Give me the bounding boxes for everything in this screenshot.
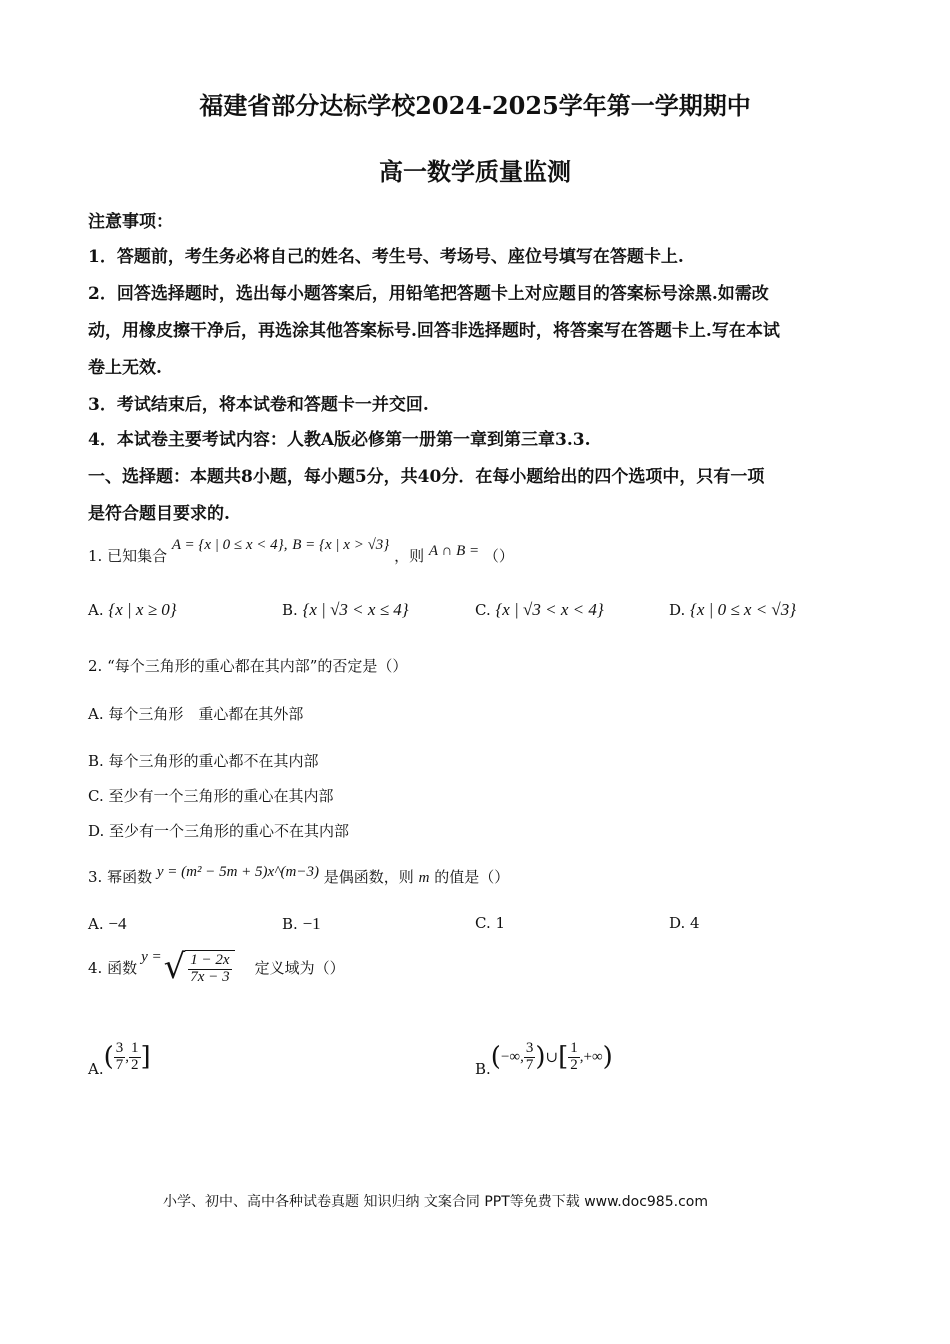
question-1-stem: 1. 已知集合 A = {x | 0 ≤ x < 4}, B = {x | x > √3} ，则 A ∩ B = （） bbox=[88, 537, 514, 565]
q1-option-a[interactable]: A. {x | x ≥ 0} bbox=[88, 600, 177, 619]
q3-option-d[interactable]: D. 4 bbox=[669, 914, 700, 932]
q3-option-c[interactable]: C. 1 bbox=[475, 914, 506, 932]
q4-option-a[interactable]: A. ( $\frac{3}{7}$ , $\frac{1}{2}$ ] bbox=[88, 1039, 151, 1078]
q1-paren: （） bbox=[483, 547, 514, 565]
q1-set-a: A = {x | 0 ≤ x < 4} bbox=[171, 537, 284, 553]
q4-option-b[interactable]: B. ( −∞, $\frac{3}{7}$ ) ∪ [ $\frac{1}{2}$ ,+∞ ) bbox=[475, 1039, 613, 1078]
section-heading-line2: 是符合题目要求的. bbox=[88, 504, 230, 524]
footer-text: 小学、初中、高中各种试卷真题 知识归纳 文案合同 PPT等免费下载 www.doc985.com bbox=[163, 1194, 708, 1210]
q2-option-a[interactable]: A. 每个三角形 重心都在其外部 bbox=[88, 705, 304, 723]
q3-function: y = (m² − 5m + 5)x^(m−3) bbox=[156, 864, 319, 880]
q2-option-b[interactable]: B. 每个三角形的重心都不在其内部 bbox=[88, 752, 319, 770]
exam-title-line1: 福建省部分达标学校2024-2025学年第一学期期中 bbox=[199, 91, 751, 120]
q1-option-c[interactable]: C. {x | √3 < x < 4} bbox=[475, 600, 604, 619]
notes-heading: 注意事项： bbox=[88, 212, 173, 232]
q1-prefix: 1. 已知集合 bbox=[88, 547, 168, 565]
q3-option-a[interactable]: A. −4 bbox=[88, 914, 127, 933]
question-3-stem: 3. 幂函数 y = (m² − 5m + 5)x^(m−3) 是偶函数，则 m 的值是（） bbox=[88, 864, 510, 886]
q3-option-b[interactable]: B. −1 bbox=[282, 914, 321, 933]
note-2-line1: 2．回答选择题时，选出每小题答案后，用铅笔把答题卡上对应题目的答案标号涂黑.如需改 bbox=[88, 284, 769, 304]
question-4-stem: 4. 函数 y = √ $\frac{1 - 2x}{7x - 3}$ 定义域为（） bbox=[88, 947, 345, 987]
q2-option-d[interactable]: D. 至少有一个三角形的重心不在其内部 bbox=[88, 822, 350, 840]
note-4: 4．本试卷主要考试内容：人教A版必修第一册第一章到第三章3.3. bbox=[88, 430, 591, 450]
q4-function: √ $\frac{1 - 2x}{7x - 3}$ bbox=[164, 950, 235, 986]
question-2-stem: 2. “每个三角形的重心都在其内部”的否定是（） bbox=[88, 657, 408, 675]
section-heading-line1: 一、选择题：本题共8小题，每小题5分，共40分．在每小题给出的四个选项中，只有一项 bbox=[88, 467, 765, 487]
note-2-line2: 动，用橡皮擦干净后，再选涂其他答案标号.回答非选择题时，将答案写在答题卡上.写在本试 bbox=[88, 321, 780, 341]
note-1: 1．答题前，考生务必将自己的姓名、考生号、考场号、座位号填写在答题卡上. bbox=[88, 247, 684, 267]
q1-set-b: B = {x | x > √3} bbox=[292, 537, 390, 553]
note-3: 3．考试结束后，将本试卷和答题卡一并交回. bbox=[88, 395, 429, 415]
q1-mid: ，则 bbox=[394, 547, 425, 565]
note-2-line3: 卷上无效. bbox=[88, 358, 162, 378]
exam-title-line2: 高一数学质量监测 bbox=[379, 157, 571, 186]
q1-expr: A ∩ B = bbox=[428, 543, 480, 559]
q2-option-c[interactable]: C. 至少有一个三角形的重心在其内部 bbox=[88, 787, 334, 805]
q3-variable: m bbox=[418, 870, 430, 886]
q1-option-b[interactable]: B. {x | √3 < x ≤ 4} bbox=[282, 600, 409, 619]
q1-option-d[interactable]: D. {x | 0 ≤ x < √3} bbox=[669, 600, 797, 619]
